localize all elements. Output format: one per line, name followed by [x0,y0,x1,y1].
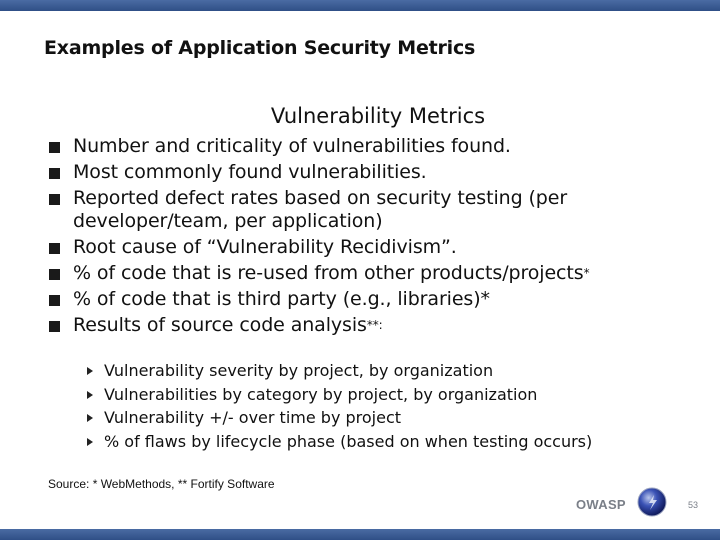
sub-bullet-text: Vulnerabilities by category by project, by organization [104,384,538,404]
bullet-text: Reported defect rates based on security testing (per developer/team, per application) [73,187,568,232]
triangle-bullet-icon [87,367,93,375]
page-number: 53 [688,500,699,510]
owasp-brand-label: OWASP [576,497,626,512]
bullet-text: Results of source code analysis [73,314,367,336]
bullet-list [47,135,707,340]
source-footnote: Source: * WebMethods, ** Fortify Software [48,477,275,491]
triangle-bullet-icon [87,438,93,446]
triangle-bullet-icon [87,391,93,399]
sub-bullet-item [87,430,687,454]
sub-bullet-text: Vulnerability severity by project, by organization [104,361,494,380]
bullet-item [47,236,707,259]
square-bullet-icon [49,142,60,153]
bullet-text: Root cause of “Vulnerability Recidivism”. [73,236,457,258]
square-bullet-icon [49,321,60,332]
sub-bullet-item [87,359,687,383]
sub-bullet-text: Vulnerability +/- over time by project [104,408,402,427]
square-bullet-icon [49,168,60,179]
bullet-text: Most commonly found vulnerabilities. [73,161,427,183]
top-decorative-bar [0,0,720,11]
bullet-text: % of code that is re-used from other products/projects [73,262,584,284]
triangle-bullet-icon [87,414,93,422]
square-bullet-icon [49,194,60,205]
bullet-text: % of code that is third party (e.g., libraries)* [73,288,490,310]
sub-bullet-item [87,406,687,430]
bullet-text: Number and criticality of vulnerabilities found. [73,135,511,157]
sub-bullet-item [87,383,687,407]
square-bullet-icon [49,295,60,306]
square-bullet-icon [49,243,60,254]
bullet-item [47,288,707,311]
owasp-globe-icon [636,486,668,518]
bullet-item [47,135,707,158]
bullet-item [47,187,707,233]
slide-title: Examples of Application Security Metrics [44,37,476,59]
sub-bullet-text: % of flaws by lifecycle phase (based on when testing occurs) [104,431,593,451]
square-bullet-icon [49,269,60,280]
bullet-item [47,161,707,184]
slide-subtitle: Vulnerability Metrics [270,104,486,128]
footnote-marker: * [583,266,590,280]
footnote-marker: **: [366,318,383,332]
bullet-item [47,262,707,285]
bottom-decorative-bar [0,529,720,540]
bullet-item [47,314,707,337]
sub-bullet-list [87,359,687,453]
